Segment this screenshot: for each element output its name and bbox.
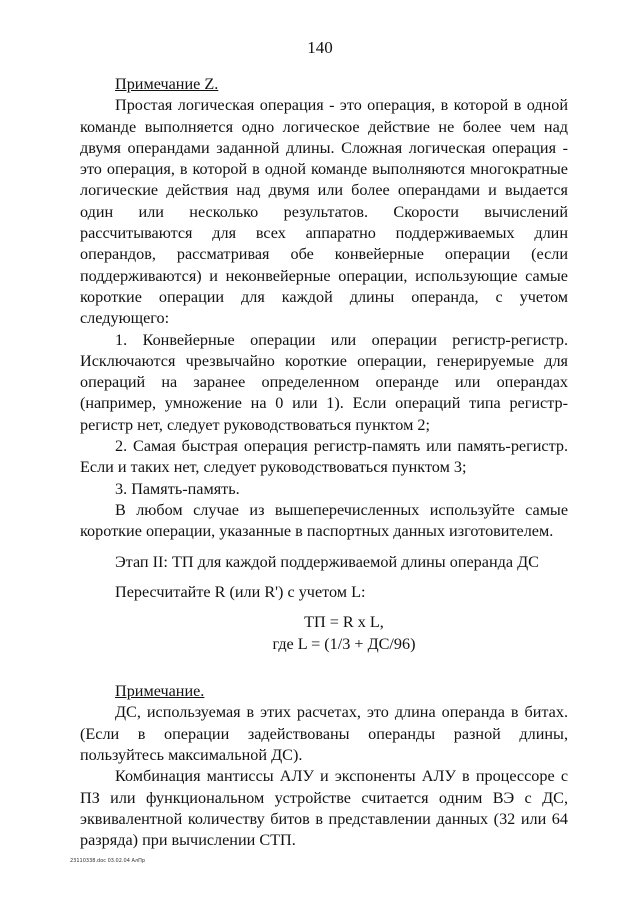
formula-line-2: где L = (1/3 + ДС/96): [272, 635, 416, 654]
note-paragraph-1: ДС, используемая в этих расчетах, это длина операнда в битах. (Если в операции задействованы операнды разной длины, пользуйтесь максимальной ДС).: [80, 703, 568, 765]
recalc-instruction: Пересчитайте R (или R') с учетом L:: [115, 582, 366, 601]
note-z-paragraph: Простая логическая операция - это операция, в которой в одной команде выполняется одно логическое действие не более чем над двумя операндами заданной длины. Сложная логическая операция - это операция, в которой в одной команде выполняются многократные логические действия над двумя или более операндами и выдается один или несколько результатов. Скорости вычислений рассчитываются для всех аппаратно поддерживаемых длин операндов, рассматривая обе конвейерные операции (если поддерживаются) и неконвейерные операции, использующие самые короткие операции для каждой длины операнда, с учетом следующего:: [80, 96, 568, 328]
note-z-heading: Примечание Z.: [115, 75, 219, 93]
page-number: 140: [307, 38, 333, 57]
formula-line-1: ТП = R x L,: [304, 613, 384, 632]
note-z-item-2: 2. Самая быстрая операция регистр-память или память-регистр. Если и таких нет, следует руководствоваться пунктом 3;: [80, 437, 568, 477]
note-z-summary: В любом случае из вышеперечисленных используйте самые короткие операции, указанные в паспортных данных изготовителем.: [80, 500, 568, 541]
stage-heading: Этап II: ТП для каждой поддерживаемой длины операнда ДС: [115, 552, 539, 571]
note-z-item-3: 3. Память-память.: [115, 479, 240, 498]
note-heading: Примечание.: [115, 682, 205, 701]
note-section: [80, 681, 568, 851]
note-paragraph-2: Комбинация мантиссы АЛУ и экспоненты АЛУ в процессоре с ПЗ или функциональном устройстве считается одним ВЭ с ДС, эквивалентной количеству битов в представлении данных (32 или 64 разряда) при вычислении СТП.: [80, 767, 568, 850]
formula: [80, 611, 568, 655]
note-z-item-1: 1. Конвейерные операции или операции регистр-регистр. Исключаются чрезвычайно короткие операции, генерируемые для операций на заранее определенном операнде или операндах (например, умножение на 0 или 1). Если операций типа регистр-регистр нет, следует руководствоваться пунктом 2;: [80, 330, 568, 434]
footer-filename: 23110338.doc 03.02.04 АлПр: [70, 858, 146, 864]
document-body: [80, 74, 568, 852]
